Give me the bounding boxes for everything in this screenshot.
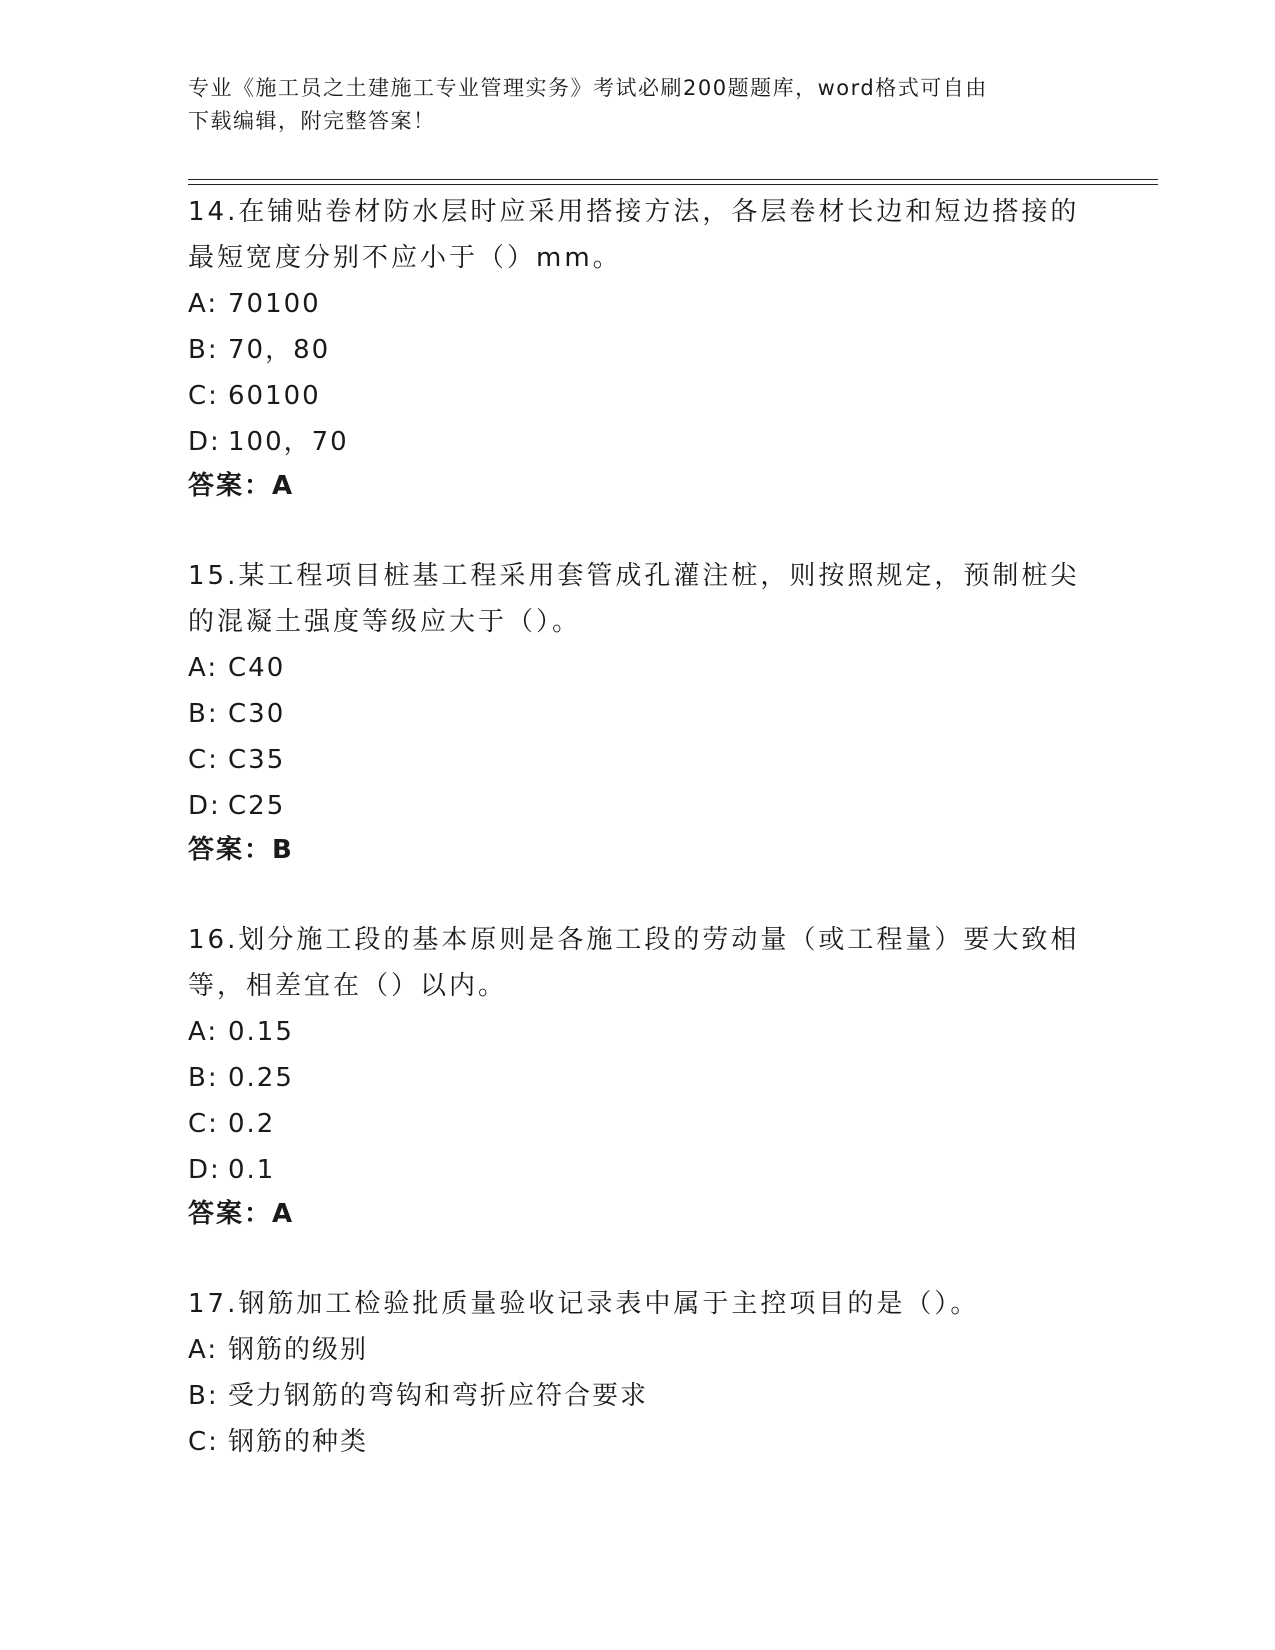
question-stem: 14.在铺贴卷材防水层时应采用搭接方法，各层卷材长边和短边搭接的 [188,197,1080,227]
question-stem-continued: 的混凝土强度等级应大于（）。 [188,607,582,637]
option-text: 受力钢筋的弯钩和弯折应符合要求 [228,1381,649,1411]
option-a [188,1009,1108,1055]
option-text: 钢筋的种类 [228,1427,369,1457]
option-b [188,1055,1108,1101]
option-key: B: [188,1381,219,1411]
header-divider-bottom [188,184,1158,185]
option-text: C35 [228,745,286,775]
header-divider-top [188,179,1158,180]
option-key: A: [188,289,219,319]
question-stem-continued: 最短宽度分别不应小于（）mm。 [188,243,622,273]
option-c [188,373,1108,419]
option-text: 0.15 [228,1017,294,1047]
document-header [188,72,1068,138]
option-text: 钢筋的级别 [228,1335,369,1365]
answer-line: 答案：A [188,471,295,501]
option-key: A: [188,653,219,683]
option-c [188,1101,1108,1147]
option-a [188,645,1108,691]
answer-line: 答案：B [188,835,294,865]
question-stem: 16.划分施工段的基本原则是各施工段的劳动量（或工程量）要大致相 [188,925,1080,955]
question-list [188,189,1108,1511]
question-stem: 15.某工程项目桩基工程采用套管成孔灌注桩，则按照规定，预制桩尖 [188,561,1080,591]
option-d [188,1147,1108,1193]
question-17 [188,1281,1108,1465]
option-b [188,1373,1108,1419]
answer-line: 答案：A [188,1199,295,1229]
option-key: C: [188,381,219,411]
option-text: 100，70 [228,427,349,457]
option-c [188,1419,1108,1465]
option-text: 0.25 [228,1063,294,1093]
option-key: D: [188,1155,221,1185]
option-d [188,419,1108,465]
option-key: B: [188,1063,219,1093]
option-key: C: [188,745,219,775]
header-line-1: 专业《施工员之土建施工专业管理实务》考试必刷200题题库，word格式可自由 [188,76,988,100]
option-text: C30 [228,699,286,729]
question-14 [188,189,1108,507]
question-stem-continued: 等，相差宜在（）以内。 [188,971,508,1001]
option-d [188,783,1108,829]
option-text: 70100 [228,289,321,319]
option-text: C25 [228,791,286,821]
option-key: B: [188,699,219,729]
option-key: A: [188,1335,219,1365]
question-15 [188,553,1108,871]
option-text: 0.2 [228,1109,276,1139]
header-line-2: 下载编辑，附完整答案！ [188,109,436,133]
option-key: C: [188,1109,219,1139]
option-c [188,737,1108,783]
option-b [188,327,1108,373]
option-a [188,1327,1108,1373]
option-key: B: [188,335,219,365]
option-text: 70，80 [228,335,331,365]
option-b [188,691,1108,737]
question-stem: 17.钢筋加工检验批质量验收记录表中属于主控项目的是（）。 [188,1289,980,1319]
option-key: D: [188,791,221,821]
option-key: C: [188,1427,219,1457]
option-text: 60100 [228,381,321,411]
option-a [188,281,1108,327]
question-16 [188,917,1108,1235]
option-text: 0.1 [228,1155,276,1185]
option-key: A: [188,1017,219,1047]
option-text: C40 [228,653,286,683]
option-key: D: [188,427,221,457]
